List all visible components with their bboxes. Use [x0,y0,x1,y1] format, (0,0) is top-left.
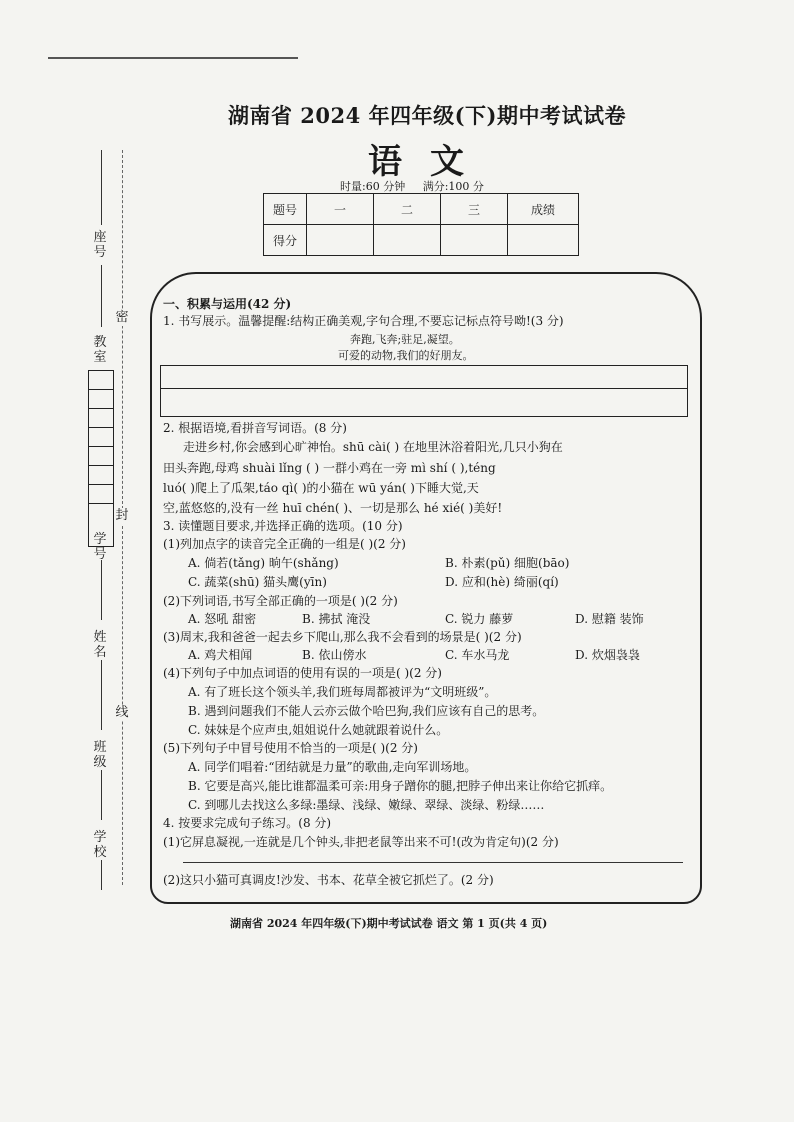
classroom-label: 教室 [93,335,107,365]
q1-model-words: 奔跑,飞奔;驻足,凝望。 [350,333,460,346]
school-write-line[interactable] [101,860,102,890]
q3-2-option-c[interactable]: C. 锐力 藤萝 [445,612,514,626]
q2-line-1: 走进乡村,你会感到心旷神怡。shū cài( ) 在地里沐浴着阳光,几只小狗在 [183,440,563,454]
q1-model-sentence: 可爱的动物,我们的好朋友。 [338,349,474,362]
question-3: 3. 读懂题目要求,并选择正确的选项。(10 分) [163,519,403,533]
score-cell: 二 [374,194,441,225]
student-id-label: 学号 [93,532,107,562]
handwriting-box[interactable] [160,365,688,417]
q3-5-option-b[interactable]: B. 它要是高兴,能比谁都温柔可亲:用身子蹭你的腿,把脖子伸出来让你给它抓痒。 [188,779,613,793]
q3-2: (2)下列词语,书写全部正确的一项是( )(2 分) [163,594,398,608]
seal-feng: 封 [113,508,131,524]
seal-xian: 线 [113,705,131,721]
q3-5: (5)下列句子中冒号使用不恰当的一项是( )(2 分) [163,741,418,755]
q4-2: (2)这只小猫可真调皮!沙发、书本、花草全被它抓烂了。(2 分) [163,873,494,887]
top-edge-line [48,57,298,59]
q3-4-option-b[interactable]: B. 遇到问题我们不能人云亦云做个哈巴狗,我们应该有自己的思考。 [188,704,545,718]
q3-4-option-a[interactable]: A. 有了班长这个领头羊,我们班每周都被评为“文明班级”。 [188,685,497,699]
question-2: 2. 根据语境,看拼音写词语。(8 分) [163,421,347,435]
name-label: 姓名 [93,630,107,660]
q4-1-answer-line[interactable] [183,862,683,863]
score-input-cell[interactable] [508,225,579,256]
full-score: 满分:100 分 [422,180,484,193]
score-table [263,193,579,256]
q3-2-option-b[interactable]: B. 拂拭 淹没 [302,612,371,626]
time-limit: 时量:60 分钟 [340,180,406,193]
q3-3-option-d[interactable]: D. 炊烟袅袅 [575,648,640,662]
seat-number-grid[interactable] [88,370,114,504]
class-write-line[interactable] [101,770,102,820]
subject-title: 语文 [368,142,492,182]
question-4: 4. 按要求完成句子练习。(8 分) [163,816,332,830]
seal-mi: 密 [113,310,131,326]
page-footer: 湖南省 2024 年四年级(下)期中考试试卷 语文 第 1 页(共 4 页) [230,917,548,930]
q2-line-3: luó( )爬上了瓜架,táo qì( )的小猫在 wū yán( )下睡大觉,天 [163,481,479,495]
q3-4: (4)下列句子中加点词语的使用有误的一项是( )(2 分) [163,666,442,680]
class-label: 班级 [93,740,107,770]
score-cell: 成绩 [508,194,579,225]
score-input-cell[interactable] [374,225,441,256]
school-label: 学校 [93,830,107,860]
q3-4-option-c[interactable]: C. 妹妹是个应声虫,姐姐说什么她就跟着说什么。 [188,723,449,737]
q2-line-4: 空,蓝悠悠的,没有一丝 huī chén( )、一切是那么 hé xié( )美好! [163,501,503,515]
q3-3-option-b[interactable]: B. 依山傍水 [302,648,367,662]
q4-1: (1)它屏息凝视,一连就是几个钟头,非把老鼠等出来不可!(改为肯定句)(2 分) [163,835,559,849]
score-input-cell[interactable] [441,225,508,256]
question-1: 1. 书写展示。温馨提醒:结构正确美观,字句合理,不要忘记标点符号呦!(3 分) [163,314,564,328]
q3-3: (3)周末,我和爸爸一起去乡下爬山,那么我不会看到的场景是( )(2 分) [163,630,522,644]
q3-5-option-a[interactable]: A. 同学们唱着:“团结就是力量”的歌曲,走向军训场地。 [188,760,477,774]
q3-1-option-b[interactable]: B. 朴素(pǔ) 细胞(bāo) [445,556,570,570]
score-cell: 题号 [264,194,307,225]
q3-2-option-a[interactable]: A. 怒吼 甜密 [188,612,257,626]
classroom-write-line[interactable] [101,265,102,327]
section-heading: 一、积累与运用(42 分) [163,297,292,311]
q3-1-option-d[interactable]: D. 应和(hè) 绮丽(qí) [445,575,559,589]
score-cell: 一 [307,194,374,225]
q3-1-option-a[interactable]: A. 倘若(tǎng) 晌午(shǎng) [188,556,339,570]
q3-1: (1)列加点字的读音完全正确的一组是( )(2 分) [163,537,406,551]
q3-3-option-a[interactable]: A. 鸡犬相闻 [188,648,253,662]
student-id-write-line[interactable] [101,560,102,620]
seat-label: 座号 [93,230,107,260]
score-table-header-row [264,194,579,225]
score-cell: 得分 [264,225,307,256]
q3-2-option-d[interactable]: D. 慰籍 装饰 [575,612,644,626]
q3-3-option-c[interactable]: C. 车水马龙 [445,648,510,662]
score-cell: 三 [441,194,508,225]
score-input-cell[interactable] [307,225,374,256]
q3-1-option-c[interactable]: C. 蔬菜(shū) 猫头鹰(yīn) [188,575,327,589]
seat-write-line[interactable] [101,150,102,225]
name-write-line[interactable] [101,660,102,730]
exam-meta [340,178,498,194]
q3-5-option-c[interactable]: C. 到哪儿去找这么多绿:墨绿、浅绿、嫩绿、翠绿、淡绿、粉绿…… [188,798,545,812]
exam-title: 湖南省 2024 年四年级(下)期中考试试卷 [228,103,626,128]
q2-line-2: 田头奔跑,母鸡 shuài lǐng ( ) 一群小鸡在一旁 mì shí ( ),téng [163,461,496,475]
score-table-score-row [264,225,579,256]
